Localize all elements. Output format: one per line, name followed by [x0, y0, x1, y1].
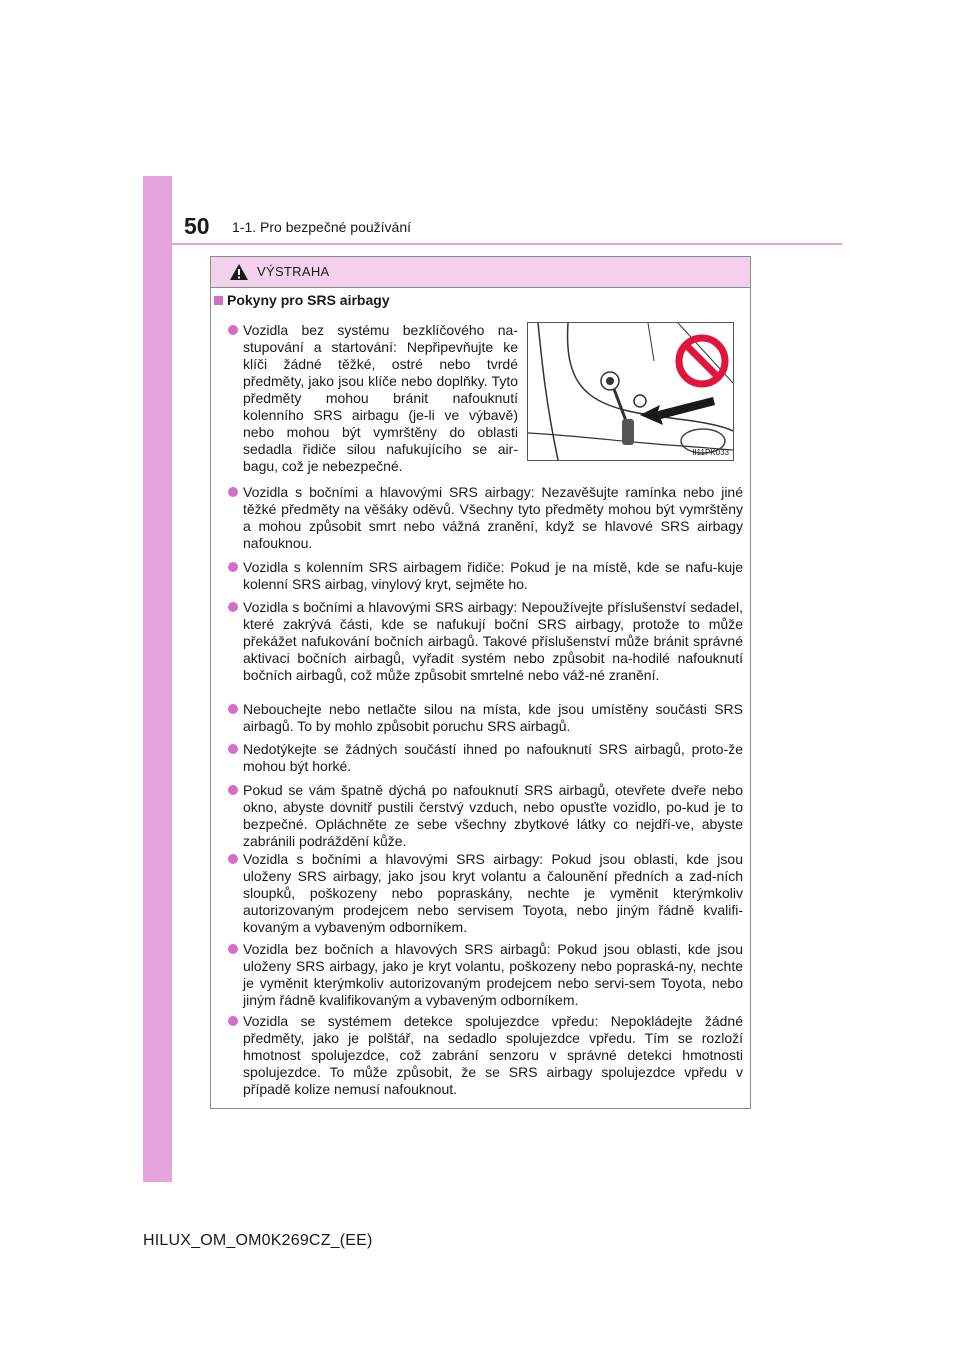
round-bullet-icon	[228, 854, 238, 864]
list-item	[228, 701, 743, 735]
illustration-key-hazard	[527, 322, 734, 461]
list-item	[228, 599, 743, 684]
list-item-text: Vozidla s kolenním SRS airbagem řidiče: Pokud je na místě, kde se nafu-kuje kolenní SRS airbag, vinylový kryt, sejměte ho.	[243, 559, 743, 592]
list-item-text: Vozidla s bočními a hlavovými SRS airbagy: Nepoužívejte příslušenství sedadel, které zakrývá části, kde se nafukují boční SRS airbagy, protože to může překážet nafukování bočních airbagů. Takové příslušenství může bránit správné aktivaci bočních airbagů, vyřadit systém nebo způsobit na-hodilé nafouknutí bočních airbagů, což může způsobit smrtelné nebo váž-né zranění.	[243, 599, 743, 683]
list-item-text: Pokud se vám špatně dýchá po nafouknutí SRS airbagů, otevřete dveře nebo okno, abyste dovnitř pustili čerstvý vzduch, nebo opusťte vozidlo, po-kud je to bezpečné. Opláchněte ze sebe všechny zbytkové látky co nejdří-ve, abyste zabránili podráždění kůže.	[243, 782, 743, 849]
warning-triangle-icon	[229, 263, 249, 281]
round-bullet-icon	[228, 785, 238, 795]
round-bullet-icon	[228, 1016, 238, 1026]
round-bullet-icon	[228, 562, 238, 572]
list-item	[228, 484, 743, 552]
section-title: 1-1. Pro bezpečné používání	[232, 219, 412, 235]
list-item	[228, 782, 743, 850]
list-item-text: Vozidla bez systému bezklíčového na-stupování a startování: Nepřipevňujte ke klíči žádné těžké, ostré nebo tvrdé předměty, jako jsou klíče nebo doplňky. Tyto předměty mohou bránit nafouknutí kolenního SRS airbagu (je-li ve výbavě) nebo mohou být vymrštěny do oblasti sedadla řidiče silou nafukujícího se air-bagu, což je nebezpečné.	[243, 322, 518, 474]
chapter-side-tab	[143, 176, 172, 1182]
list-item-text: Vozidla s bočními a hlavovými SRS airbagy: Pokud jsou oblasti, kde jsou uloženy SRS airbagy, jako jsou kryt volantu a čalounění předních a zad-ních sloupků, poškozeny nebo popraskány, nechte je vyměnit kterýmkoliv autorizovaným prodejcem nebo servisem Toyota, nebo jiným řádně kvalifi-kovaným a vybaveným odborníkem.	[243, 851, 743, 935]
document-code: HILUX_OM_OM0K269CZ_(EE)	[143, 1232, 373, 1249]
list-item-text: Nedotýkejte se žádných součástí ihned po nafouknutí SRS airbagů, proto-že mohou být horké.	[243, 741, 743, 774]
warning-header	[211, 257, 750, 288]
list-item-text: Vozidla s bočními a hlavovými SRS airbagy: Nezavěšujte ramínka nebo jiné těžké předměty na věšáky oděvů. Všechny tyto předměty mohou být vymrštěny a mohou způsobit smrt nebo vážná zranění, když se hlavové SRS airbagy nafouknou.	[243, 484, 743, 551]
illustration-code: II11PK033	[692, 448, 729, 457]
list-item	[228, 1013, 743, 1098]
list-item	[228, 559, 743, 593]
warning-title: VÝSTRAHA	[257, 264, 330, 279]
round-bullet-icon	[228, 944, 238, 954]
subheading-text: Pokyny pro SRS airbagy	[227, 292, 390, 308]
prohibition-icon	[674, 333, 730, 389]
square-bullet-icon	[214, 296, 223, 305]
round-bullet-icon	[228, 487, 238, 497]
page-number: 50	[184, 213, 210, 239]
list-item-text: Vozidla se systémem detekce spolujezdce vpředu: Nepokládejte žádné předměty, jako je polštář, na sedadlo spolujezdce vpředu. Tím se rozloží hmotnost spolujezdce, což zabrání senzoru v správné detekci hmotnosti spolujezdce. To může způsobit, že se SRS airbagy spolujezdce vpředu v případě kolize nemusí nafouknout.	[243, 1013, 743, 1097]
round-bullet-icon	[228, 325, 238, 335]
list-item	[228, 322, 518, 475]
header-rule	[172, 243, 842, 245]
warning-subheading	[214, 292, 390, 308]
list-item	[228, 941, 743, 1009]
list-item-text: Nebouchejte nebo netlačte silou na místa, kde jsou umístěny součásti SRS airbagů. To by mohlo způsobit poruchu SRS airbagů.	[243, 701, 743, 734]
list-item-text: Vozidla bez bočních a hlavových SRS airbagů: Pokud jsou oblasti, kde jsou uloženy SRS airbagy, jako je kryt volantu, poškozeny nebo popraská-ny, nechte je vyměnit kterýmkoliv autorizovaným prodejcem nebo servi-sem Toyota, nebo jiným řádně kvalifikovaným a vybaveným odborníkem.	[243, 941, 743, 1008]
list-item	[228, 741, 743, 775]
round-bullet-icon	[228, 602, 238, 612]
list-item	[228, 851, 743, 936]
warning-box	[210, 256, 751, 1109]
round-bullet-icon	[228, 704, 238, 714]
round-bullet-icon	[228, 744, 238, 754]
